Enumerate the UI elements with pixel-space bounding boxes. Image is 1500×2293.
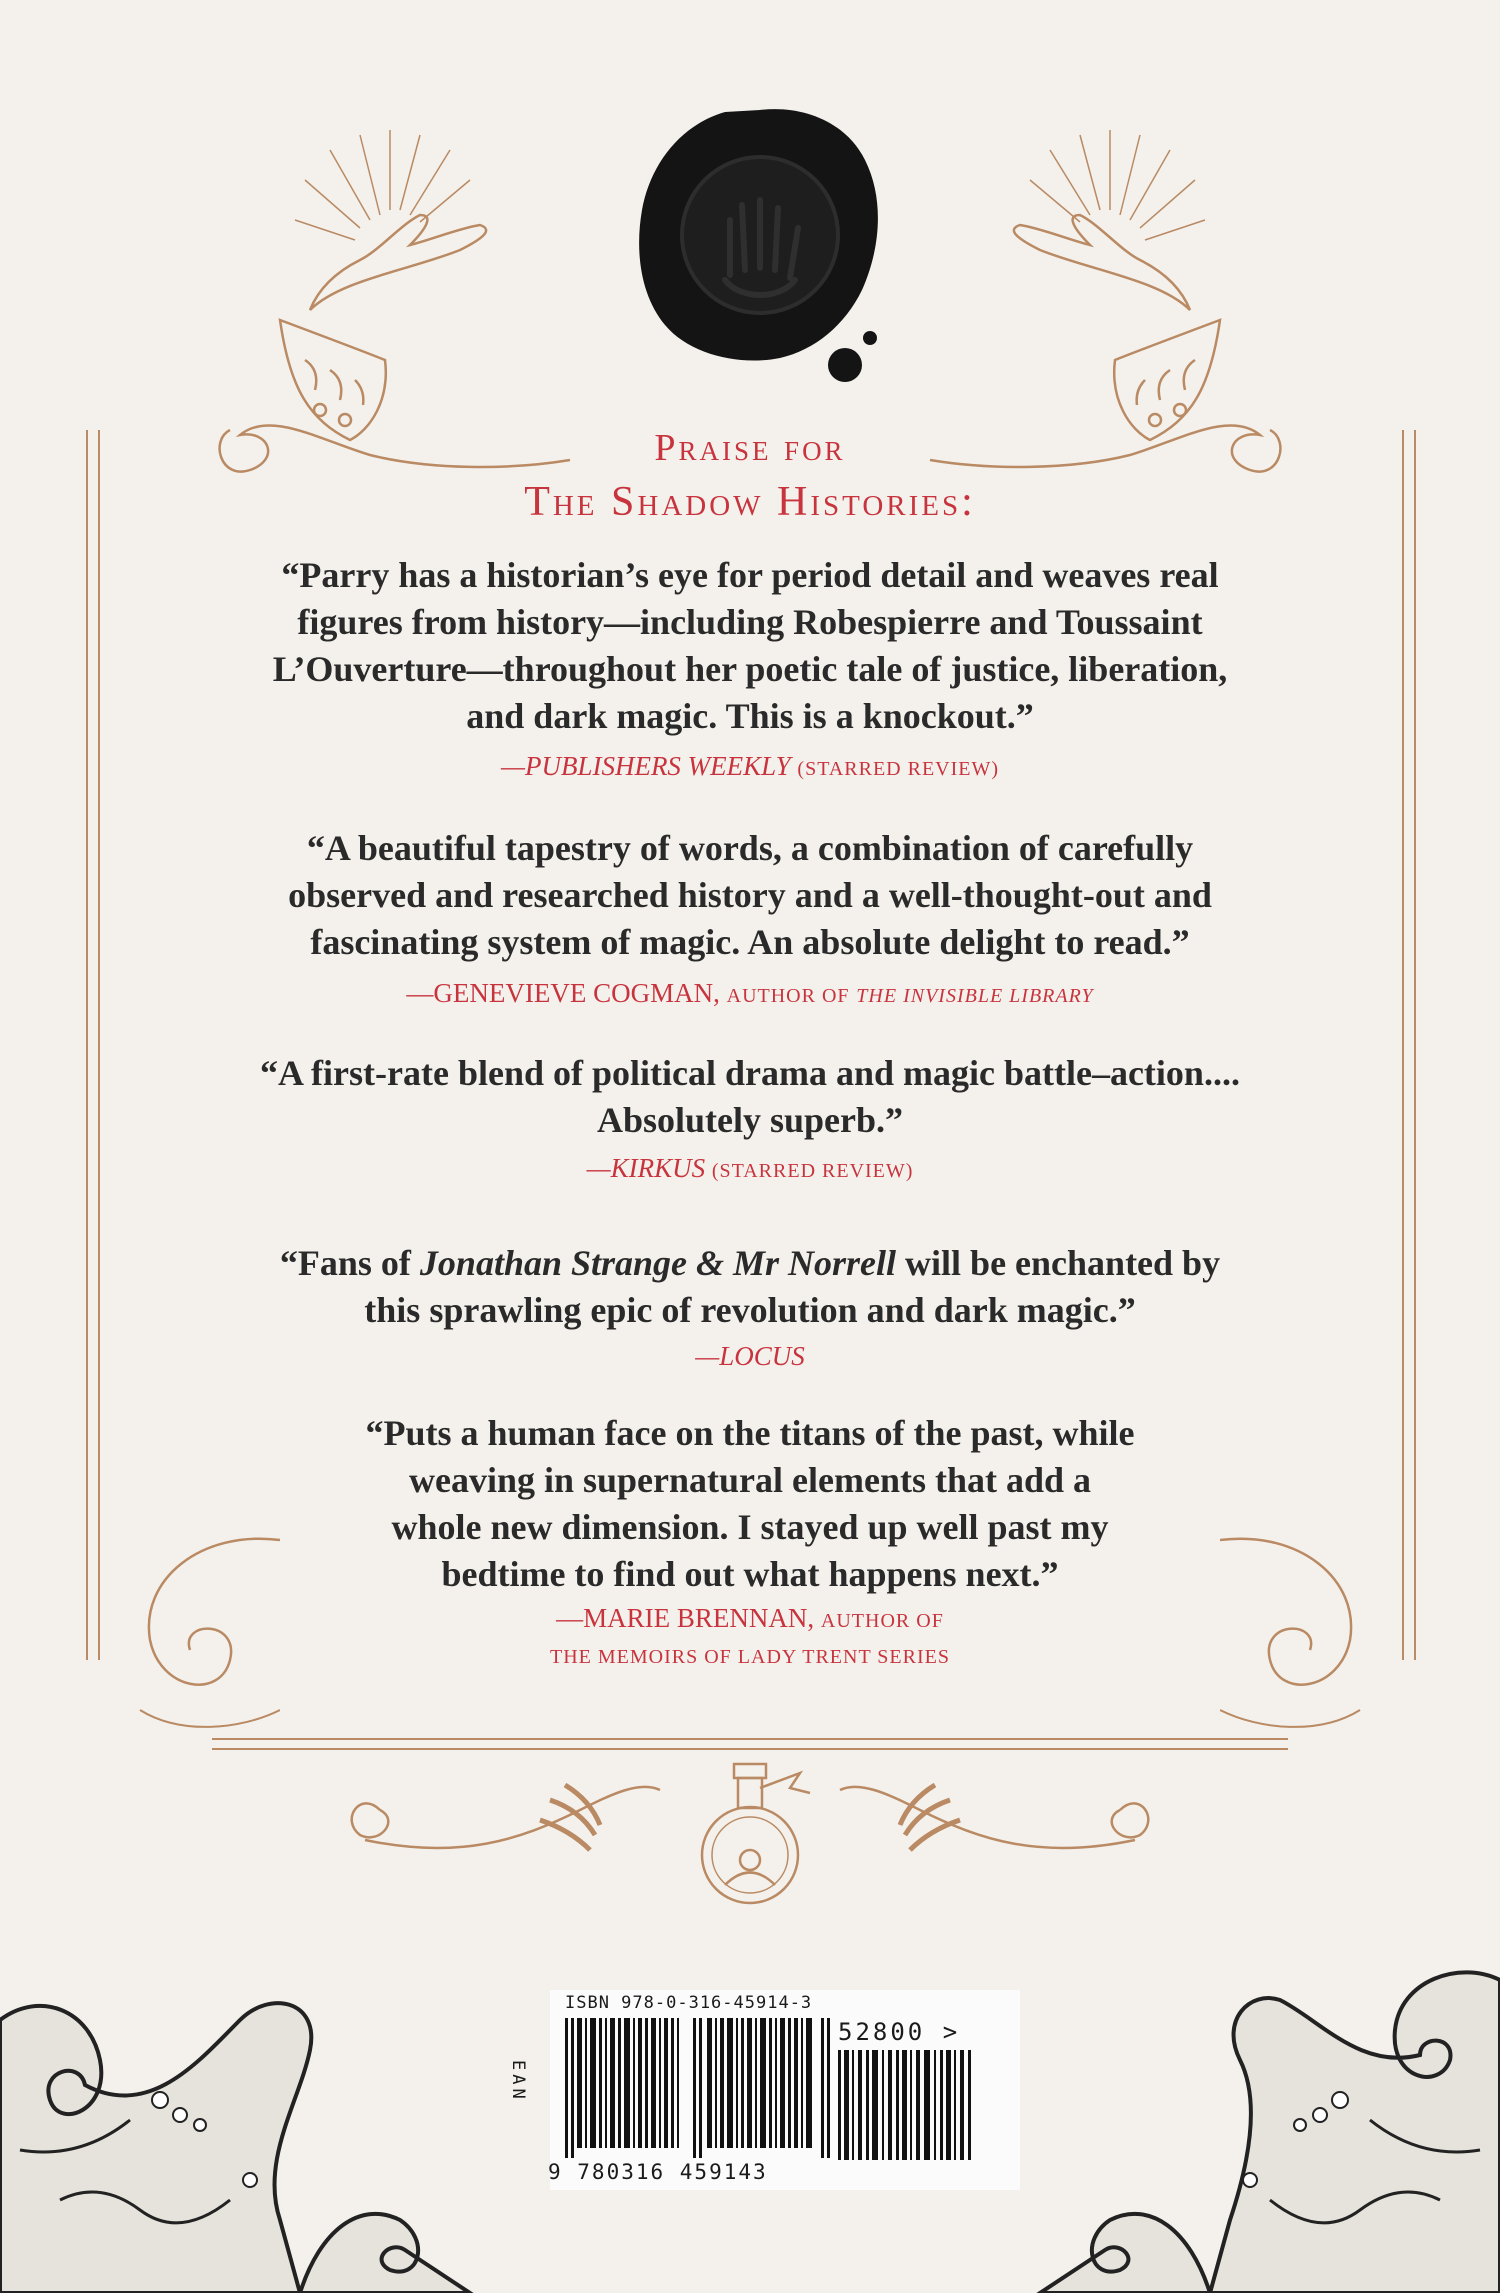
attribution-name: —KIRKUS xyxy=(586,1153,706,1183)
attribution-genevieve-cogman xyxy=(200,975,1300,1014)
right-swirl-ornament xyxy=(1220,1520,1380,1740)
quote-line: “Puts a human face on the titans of the past, while xyxy=(365,1413,1135,1453)
ean-label: EAN xyxy=(508,2060,528,2103)
flask-ornament xyxy=(340,1750,1160,1910)
quote-line: weaving in supernatural elements that add a xyxy=(408,1460,1092,1500)
attribution-kirkus xyxy=(200,1150,1300,1189)
quote-line: “A beautiful tapestry of words, a combination of carefully xyxy=(306,828,1194,868)
ean-barcode-bars xyxy=(565,2018,835,2158)
attribution-note: AUTHOR OF xyxy=(726,985,850,1007)
quote-line: “A first-rate blend of political drama and magic battle–action.... xyxy=(260,1053,1240,1093)
ean-digits: 9 780316 459143 xyxy=(548,2160,768,2184)
frame-line-left-inner xyxy=(98,430,100,1660)
right-hand-ornament xyxy=(920,110,1290,480)
attribution-note: (STARRED REVIEW) xyxy=(797,758,1000,780)
quote-line: fascinating system of magic. An absolute delight to read.” xyxy=(310,922,1190,962)
quote-kirkus xyxy=(200,1050,1300,1144)
attribution-publishers-weekly xyxy=(200,748,1300,787)
attribution-work: THE INVISIBLE LIBRARY xyxy=(856,985,1094,1007)
price-barcode-bars xyxy=(838,2050,988,2160)
quote-line: Absolutely superb.” xyxy=(596,1100,904,1140)
attribution-note: (STARRED REVIEW) xyxy=(711,1160,914,1182)
quote-text-pre: “Fans of xyxy=(279,1243,420,1283)
praise-heading-line2: The Shadow Histories: xyxy=(524,479,976,525)
isbn-label: ISBN 978-0-316-45914-3 xyxy=(565,1993,813,2013)
quote-line: whole new dimension. I stayed up well past my xyxy=(391,1507,1109,1547)
attribution-work: THE MEMOIRS OF LADY TRENT SERIES xyxy=(550,1646,950,1668)
frame-line-left-outer xyxy=(86,430,88,1660)
price-code: 52800 > xyxy=(838,2018,961,2046)
quote-line: this sprawling epic of revolution and dark magic.” xyxy=(364,1290,1136,1330)
attribution-name: —PUBLISHERS WEEKLY xyxy=(500,751,791,781)
quote-line: and dark magic. This is a knockout.” xyxy=(466,696,1034,736)
attribution-name: —LOCUS xyxy=(695,1341,805,1371)
quote-publishers-weekly xyxy=(200,552,1300,740)
attribution-name: —GENEVIEVE COGMAN, xyxy=(406,978,720,1008)
quote-genevieve-cogman xyxy=(200,825,1300,966)
quote-line: figures from history—including Robespierre and Toussaint xyxy=(297,602,1203,642)
praise-heading-line1: Praise for xyxy=(654,427,846,469)
quote-line: observed and researched history and a well-thought-out and xyxy=(288,875,1212,915)
attribution-name: —MARIE BRENNAN, xyxy=(556,1603,815,1633)
frame-line-right-outer xyxy=(1414,430,1416,1660)
attribution-marie-brennan xyxy=(200,1600,1300,1675)
quote-book-title: Jonathan Strange & Mr Norrell xyxy=(419,1243,897,1283)
quote-line: L’Ouverture—throughout her poetic tale of justice, liberation, xyxy=(272,649,1228,689)
attribution-note: AUTHOR OF xyxy=(820,1610,944,1632)
left-hand-ornament xyxy=(210,110,580,480)
quote-line: bedtime to find out what happens next.” xyxy=(441,1554,1059,1594)
frame-line-right-inner xyxy=(1402,430,1404,1660)
quote-line xyxy=(200,1240,1300,1287)
quote-locus xyxy=(200,1240,1300,1334)
quote-text-post: will be enchanted by xyxy=(896,1243,1221,1283)
attribution-locus xyxy=(200,1338,1300,1374)
quote-marie-brennan xyxy=(200,1410,1300,1598)
quote-line: “Parry has a historian’s eye for period detail and weaves real xyxy=(281,555,1219,595)
left-swirl-ornament xyxy=(120,1520,280,1740)
frame-line-bottom-1 xyxy=(212,1738,1288,1740)
wax-seal-icon xyxy=(630,100,890,400)
